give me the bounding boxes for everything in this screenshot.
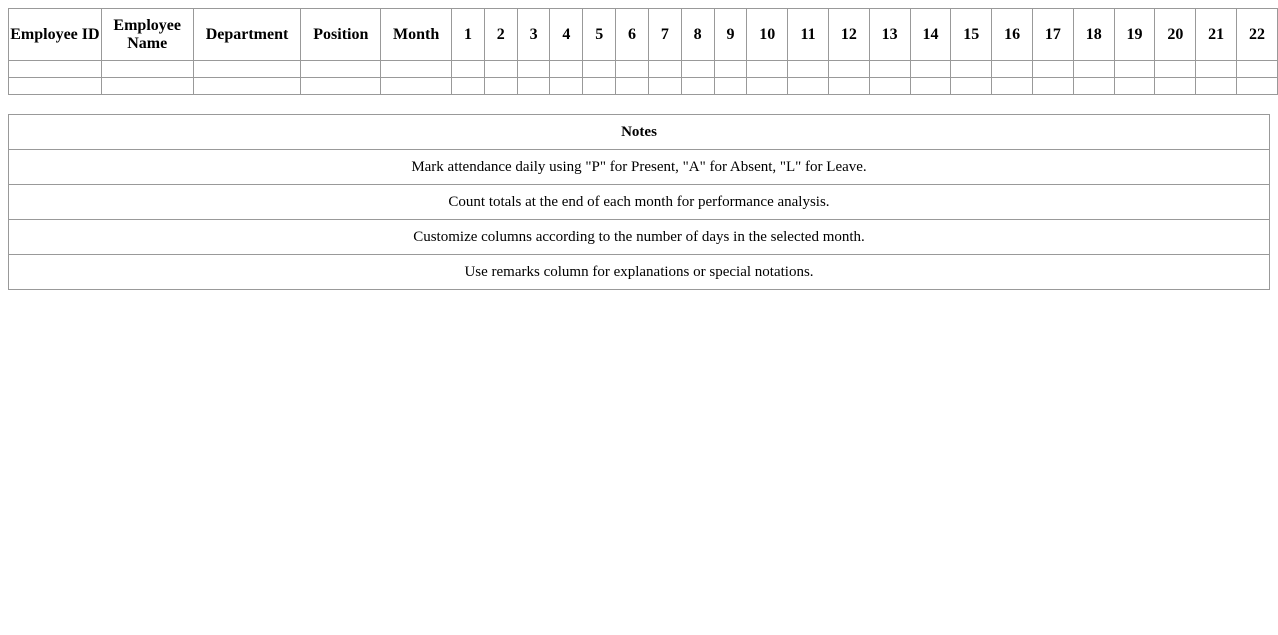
- cell-day[interactable]: [616, 78, 649, 95]
- note-text: Use remarks column for explanations or special notations.: [9, 255, 1270, 290]
- header-day-8: 8: [681, 9, 714, 61]
- header-month: Month: [381, 9, 452, 61]
- cell-employee-id[interactable]: [9, 61, 102, 78]
- header-day-9: 9: [714, 9, 747, 61]
- cell-day[interactable]: [747, 78, 788, 95]
- header-day-15: 15: [951, 9, 992, 61]
- cell-day[interactable]: [517, 61, 550, 78]
- cell-day[interactable]: [1114, 78, 1155, 95]
- cell-day[interactable]: [992, 61, 1033, 78]
- cell-day[interactable]: [648, 61, 681, 78]
- note-text: Count totals at the end of each month for performance analysis.: [9, 185, 1270, 220]
- cell-day[interactable]: [1033, 61, 1074, 78]
- cell-month[interactable]: [381, 61, 452, 78]
- cell-day[interactable]: [747, 61, 788, 78]
- cell-day[interactable]: [714, 61, 747, 78]
- cell-day[interactable]: [550, 78, 583, 95]
- cell-day[interactable]: [869, 61, 910, 78]
- cell-day[interactable]: [583, 78, 616, 95]
- list-item: [9, 150, 1270, 185]
- header-employee-id: Employee ID: [9, 9, 102, 61]
- list-item: [9, 185, 1270, 220]
- attendance-sheet-viewport: [8, 8, 1278, 95]
- cell-day[interactable]: [788, 61, 829, 78]
- cell-day[interactable]: [1114, 61, 1155, 78]
- notes-header-row: [9, 115, 1270, 150]
- cell-day[interactable]: [828, 78, 869, 95]
- header-day-14: 14: [910, 9, 951, 61]
- header-day-6: 6: [616, 9, 649, 61]
- attendance-header-row: [9, 9, 1278, 61]
- cell-employee-name[interactable]: [101, 78, 193, 95]
- cell-day[interactable]: [1073, 78, 1114, 95]
- note-text: Customize columns according to the number of days in the selected month.: [9, 220, 1270, 255]
- cell-day[interactable]: [1237, 78, 1278, 95]
- cell-day[interactable]: [1155, 78, 1196, 95]
- cell-day[interactable]: [484, 61, 517, 78]
- cell-day[interactable]: [910, 78, 951, 95]
- notes-title: Notes: [9, 115, 1270, 150]
- cell-day[interactable]: [1033, 78, 1074, 95]
- cell-day[interactable]: [869, 78, 910, 95]
- cell-day[interactable]: [550, 61, 583, 78]
- header-day-17: 17: [1033, 9, 1074, 61]
- cell-day[interactable]: [583, 61, 616, 78]
- cell-day[interactable]: [951, 61, 992, 78]
- cell-day[interactable]: [1155, 61, 1196, 78]
- cell-day[interactable]: [648, 78, 681, 95]
- header-day-16: 16: [992, 9, 1033, 61]
- header-day-10: 10: [747, 9, 788, 61]
- header-day-4: 4: [550, 9, 583, 61]
- list-item: [9, 255, 1270, 290]
- notes-table: [8, 114, 1270, 290]
- cell-day[interactable]: [1237, 61, 1278, 78]
- header-employee-name: Employee Name: [101, 9, 193, 61]
- attendance-table: [8, 8, 1278, 95]
- cell-day[interactable]: [452, 61, 485, 78]
- cell-employee-name[interactable]: [101, 61, 193, 78]
- cell-position[interactable]: [301, 78, 381, 95]
- cell-day[interactable]: [714, 78, 747, 95]
- table-row: [9, 78, 1278, 95]
- cell-day[interactable]: [452, 78, 485, 95]
- header-day-5: 5: [583, 9, 616, 61]
- cell-employee-id[interactable]: [9, 78, 102, 95]
- cell-month[interactable]: [381, 78, 452, 95]
- note-text: Mark attendance daily using "P" for Present, "A" for Absent, "L" for Leave.: [9, 150, 1270, 185]
- header-day-2: 2: [484, 9, 517, 61]
- cell-day[interactable]: [1196, 61, 1237, 78]
- cell-department[interactable]: [193, 78, 301, 95]
- header-day-3: 3: [517, 9, 550, 61]
- cell-day[interactable]: [616, 61, 649, 78]
- header-day-11: 11: [788, 9, 829, 61]
- header-day-22: 22: [1237, 9, 1278, 61]
- cell-day[interactable]: [992, 78, 1033, 95]
- cell-day[interactable]: [828, 61, 869, 78]
- cell-day[interactable]: [788, 78, 829, 95]
- header-day-18: 18: [1073, 9, 1114, 61]
- cell-day[interactable]: [1073, 61, 1114, 78]
- cell-day[interactable]: [910, 61, 951, 78]
- header-day-20: 20: [1155, 9, 1196, 61]
- cell-day[interactable]: [1196, 78, 1237, 95]
- table-row: [9, 61, 1278, 78]
- cell-position[interactable]: [301, 61, 381, 78]
- cell-day[interactable]: [484, 78, 517, 95]
- cell-department[interactable]: [193, 61, 301, 78]
- header-department: Department: [193, 9, 301, 61]
- header-day-7: 7: [648, 9, 681, 61]
- header-day-21: 21: [1196, 9, 1237, 61]
- header-day-1: 1: [452, 9, 485, 61]
- header-day-12: 12: [828, 9, 869, 61]
- cell-day[interactable]: [681, 61, 714, 78]
- cell-day[interactable]: [681, 78, 714, 95]
- cell-day[interactable]: [517, 78, 550, 95]
- header-day-13: 13: [869, 9, 910, 61]
- list-item: [9, 220, 1270, 255]
- header-day-19: 19: [1114, 9, 1155, 61]
- cell-day[interactable]: [951, 78, 992, 95]
- header-position: Position: [301, 9, 381, 61]
